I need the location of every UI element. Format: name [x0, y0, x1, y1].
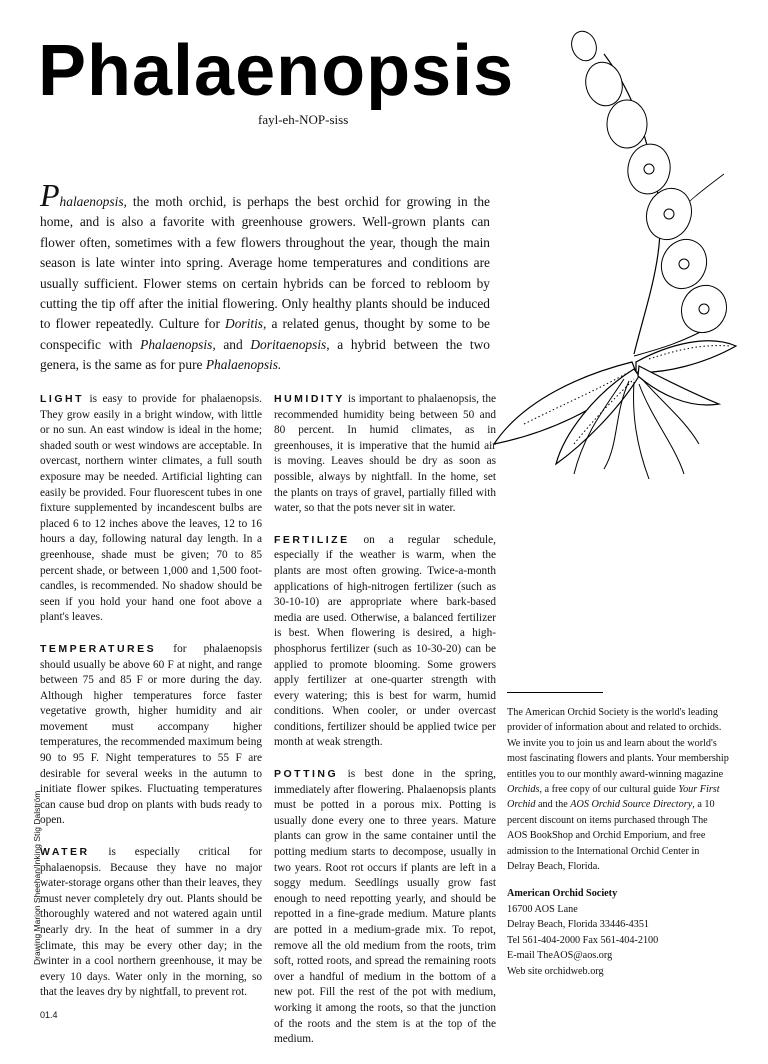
aos-name: American Orchid Society — [507, 888, 618, 900]
section-heading: POTTING — [274, 768, 339, 781]
aos-info — [507, 705, 729, 979]
pronunciation: fayl-eh-NOP-siss — [258, 112, 349, 127]
aos-phone: Tel 561-404-2000 Fax 561-404-2100 — [507, 934, 659, 946]
page-title: Phalaenopsis — [38, 31, 515, 111]
divider — [507, 692, 603, 693]
orchid-illustration — [484, 24, 744, 494]
illustration-credit: Drawing Marion Sheehan/Inking Stig Dalström — [32, 790, 42, 965]
intro-paragraph: Phalaenopsis, the moth orchid, is perhaps the best orchid for growing in the home, and is also a favorite with greenhouse growers. Well-grown plants can flower often, sometimes with a few flowers throughout the year, though the main season is late winter into spring. Average home temperatures and conditions are usually sufficient. Flower stems on certain hybrids can be forced to rebloom by cutting the tip off after the initial flowering. Only healthy plants should be induced to flower repeatedly. Culture for Doritis, a related genus, thought by some to be conspecific with Phalaenopsis, and Doritaenopsis, a hybrid between the two genera, is the same as for pure Phalaenopsis. — [40, 177, 490, 373]
aos-email: E-mail TheAOS@aos.org — [507, 950, 613, 962]
page-number: 01.4 — [40, 1010, 58, 1020]
section-heading: TEMPERATURES — [40, 642, 157, 655]
section-humidity: HUMIDITY is important to phalaenopsis, the recommended humidity being between 50 and 80 percent. In humid climates, as in greenhouses, it is imperative that the humid air is moving. Leaves should be dry as soon as possible, always by nightfall. In the home, set the plants on trays of gravel, partially filled with water, so that the pots never sit in water. — [274, 393, 496, 515]
section-light: LIGHT is easy to provide for phalaenopsis. They grow easily in a bright window, with little or no sun. An east window is ideal in the home; shaded south or west windows are acceptable. In overcast, northern winter climates, a full south exposure may be needed. Artificial lighting can easily be provided. Four fluorescent tubes in one fixture supplemented by incandescent bulbs are placed 6 to 12 inches above the leaves, 12 to 16 hours a day, following natural day length. In a greenhouse, shade must be given; 70 to 85 percent shade, or between 1,000 and 1,500 foot-candles, is recommended. No shadow should be seen if you hold your hand one foot above a plant's leaves. — [40, 393, 262, 624]
section-heading: FERTILIZE — [274, 533, 350, 546]
section-fertilize: FERTILIZE on a regular schedule, especially if the weather is warm, when the plants are most often growing. Twice-a-month applications of high-nitrogen fertilizer (such as 30-10-10) are appropriate where bark-based media are used. Otherwise, a balanced fertilizer is best. When flowering is desired, a high-phosphorus fertilizer (such as 10-30-20) can be applied to promote blooming. Some growers apply fertilizer at one-quarter strength with every watering; this is best for warm, humid conditions. When cooler, or under overcast conditions, fertilizer should be applied twice per month at weak strength. — [274, 533, 496, 749]
section-heading: HUMIDITY — [274, 393, 345, 405]
aos-address-line: 16700 AOS Lane — [507, 903, 578, 915]
aos-website: Web site orchidweb.org — [507, 965, 604, 977]
aos-address-city: Delray Beach, Florida 33446-4351 — [507, 919, 650, 931]
section-potting: POTTING is best done in the spring, immediately after flowering. Phalaenopsis plants must be potted in a porous mix. Potting is usually done every one to three years. Mature plants can grow in the same container until the potting medium starts to decompose, usually in two years. Root rot occurs if plants are left in a soggy medum. Seedlings usually grow fast enough to need repotting yearly, and should be repotted in a fine-grade medium. Mature plants are potted in a medium-grade mix. To repot, remove all the old medium from the roots, trim soft, rotted roots, and spread the remaining roots over a handful of medium in the bottom of a new pot. Fill the rest of the pot with medium, working it among the roots, so that the junction of the roots and the stem is at the top of the medium. — [274, 768, 496, 1046]
column-2 — [274, 392, 496, 1064]
aos-blurb: The American Orchid Society is the world's leading provider of information about and related to orchids. We invite you to join us and learn about the world's most fascinating flowers and plants. Your membership entitles you to our monthly award-winning magazine Orchids, a free copy of our cultural guide Your First Orchid and the AOS Orchid Source Directory, a 10 percent discount on items purchased through The AOS BookShop and Orchid Emporium, and free admission to the International Orchid Center in Delray Beach, Florida. — [507, 707, 729, 873]
drop-cap: P — [40, 177, 60, 213]
section-temperatures: TEMPERATURES for phalaenopsis should usually be above 60 F at night, and range between 75 and 85 F or more during the day. Although higher temperatures force faster vegetative growth, higher humidity and air movement must accompany higher temperatures, the recommended maximum being 90 to 95 F. Night temperatures to 55 F are desirable for several weeks in the autumn to initiate flower spikes. Fluctuating temperatures can cause bud drop on plants with buds ready to open. — [40, 642, 262, 827]
column-1 — [40, 392, 262, 1017]
section-water: WATER is especially critical for phalaenopsis. Because they have no major water-storage organs other than their leaves, they must never completely dry out. Plants should be thoroughly watered and not watered again until nearly dry. In the heat of summer in a dry climate, this may be every other day; in the winter in a cool northern greenhouse, it may be every 10 days. Water only in the morning, so that the leaves dry by nightfall, to prevent rot. — [40, 846, 262, 999]
section-heading: LIGHT — [40, 393, 84, 405]
section-heading: WATER — [40, 846, 90, 859]
